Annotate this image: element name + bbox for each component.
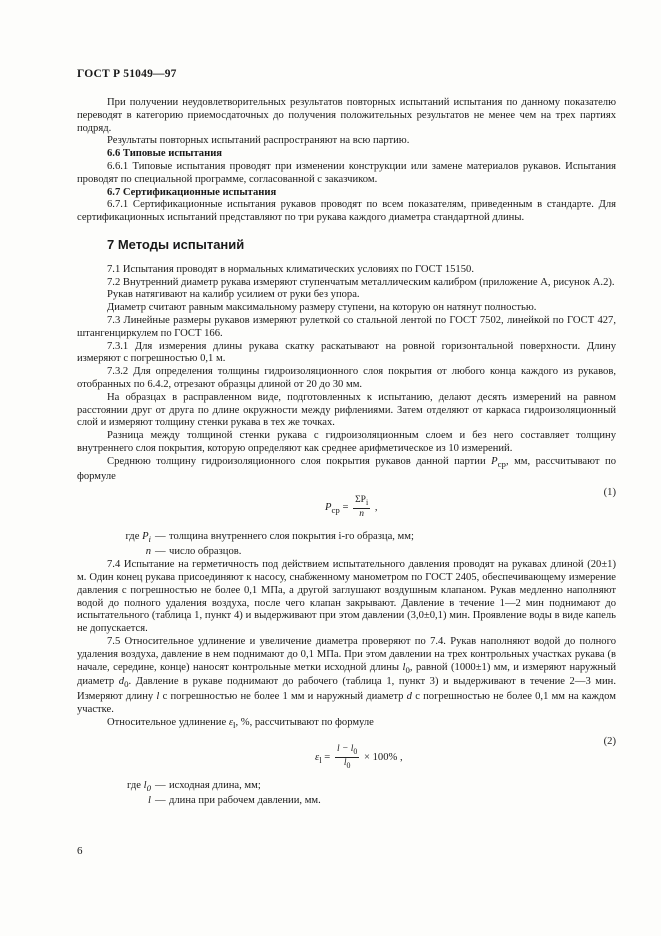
paragraph: Среднюю толщину гидроизоляционного слоя покрытия рукавов данной партии $P_{ср}$, мм, рассчитывают по формуле — [77, 455, 616, 482]
legend-row: l — длина при рабочем давлении, мм. — [148, 794, 321, 806]
legend-row: где $P_i$ — толщина внутреннего слоя покрытия i-го образца, мм; — [125, 531, 414, 545]
paragraph: 7.3.1 Для измерения длины рукава скатку раскатывают на ровной горизонтальной поверхности. Длину измеряют с погрешностью 0,1 м. — [77, 340, 616, 365]
formula-1: $P_{ср}$ = $\frac{\Sigma P_i}{n}$ , (1) — [325, 487, 616, 520]
page-body — [77, 97, 616, 808]
formula-2: $\varepsilon_l$ = $\frac{l - l_0}{l_0}$ × 100% , (2) — [315, 735, 616, 770]
page-number: 6 — [77, 845, 83, 857]
formula-number: (1) — [603, 487, 616, 499]
standard-header: ГОСТ Р 51049—97 — [77, 68, 177, 80]
paragraph: 7.3 Линейные размеры рукавов измеряют рулеткой со стальной лентой по ГОСТ 7502, линейкой по ГОСТ 427, штангенциркулем по ГОСТ 166. — [77, 314, 616, 339]
paragraph: Рукав натягивают на калибр усилием от руки без упора. — [107, 289, 360, 301]
paragraph: 6.6.1 Типовые испытания проводят при изменении конструкции или замене материалов рукавов. Испытания проводят по специальной программе, согласованной с заказчиком. — [77, 160, 616, 185]
legend-row: n — число образцов. — [145, 546, 242, 558]
section-title: 7 Методы испытаний — [107, 236, 245, 252]
legend-row: где $l_0$ — исходная длина, мм; — [127, 779, 261, 793]
legend-1 — [77, 531, 616, 559]
paragraph: Разница между толщиной стенки рукава с гидроизоляционным слоем и без него составляет толщину внутреннего слоя покрытия, которую определяют как среднее арифметическое из 10 измерений. — [77, 430, 616, 454]
paragraph: Диаметр считают равным максимальному размеру ступени, на которую он натянут полностью. — [107, 302, 537, 314]
paragraph: 7.1 Испытания проводят в нормальных климатических условиях по ГОСТ 15150. — [107, 263, 474, 275]
paragraph: Результаты повторных испытаний распространяют на всю партию. — [107, 135, 410, 147]
paragraph: 7.4 Испытание на герметичность под действием испытательного давления проводят на рукавах длиной (20±1) м. Один конец рукава присоединяют к насосу, снабженному манометром по ГОСТ 2405, обеспечивающему измерение давления с погрешностью не более 0,1 МПа, а другой заглушают воздушным клапаном. Рукав медленно наполняют водой до полного удаления воздуха, после чего клапан закрывают. Давление в течение 1—2 мин поднимают до испытательного (таблица 1, пункт 4) и выдерживают при этом давлении (3,0±0,1) мин. Проявление воды в виде капель не допускается. — [77, 559, 616, 635]
paragraph: На образцах в расправленном виде, подготовленных к испытанию, делают десять измерений на равном расстоянии друг от друга по длине окружности между рифлениями. Затем отделяют от каркаса гидроизоляционный слой и измеряют толщину стенки рукава в тех же точках. — [77, 391, 616, 429]
legend-2 — [77, 780, 616, 808]
paragraph: 7.2 Внутренний диаметр рукава измеряют ступенчатым металлическим калибром (приложение А, рисунок А.2). — [107, 276, 615, 288]
paragraph: 7.5 Относительное удлинение и увеличение диаметра проверяют по 7.4. Рукав наполняют водой до полного удаления воздуха, давление в нем поднимают до 0,1 МПа. При этом давлении на трех контрольных участках рукава (в начале, середине, конце) наносят контрольные метки исходной длины $l_0$, равной (1000±1) мм, и измеряют наружный диаметр $d_0$. Давление в рукаве поднимают до рабочего (таблица 1, пункт 3) и выдерживают в течение 2—3 мин. Измеряют длину l с погрешностью не более 1 мм и наружный диаметр d с погрешностью не более 0,1 мм на каждом участке. — [77, 635, 616, 716]
paragraph: Относительное удлинение $\varepsilon_l$, %, рассчитывают по формуле — [107, 716, 374, 731]
formula-number: (2) — [603, 735, 616, 747]
paragraph: При получении неудовлетворительных результатов повторных испытаний испытания по данному показателю переводят в категорию приемосдаточных до получения положительных результатов не менее чем на трех партиях подряд. — [77, 97, 616, 134]
subsection-heading-6-6: 6.6 Типовые испытания — [107, 148, 223, 160]
paragraph: 7.3.2 Для определения толщины гидроизоляционного слоя покрытия от любого конца каждого из рукавов, отобранных по 6.4.2, отрезают образцы длиной от 20 до 30 мм. — [77, 366, 616, 390]
paragraph: 6.7.1 Сертификационные испытания рукавов проводят по всем показателям, приведенным в стандарте. Для сертификационных испытаний представляют по три рукава каждого диаметра стандартной длины. — [77, 199, 616, 224]
fraction: $\frac{l - l_0}{l_0}$ — [336, 743, 358, 770]
subsection-heading-6-7: 6.7 Сертификационные испытания — [107, 186, 277, 198]
fraction: $\frac{\Sigma P_i}{n}$ — [355, 495, 369, 520]
